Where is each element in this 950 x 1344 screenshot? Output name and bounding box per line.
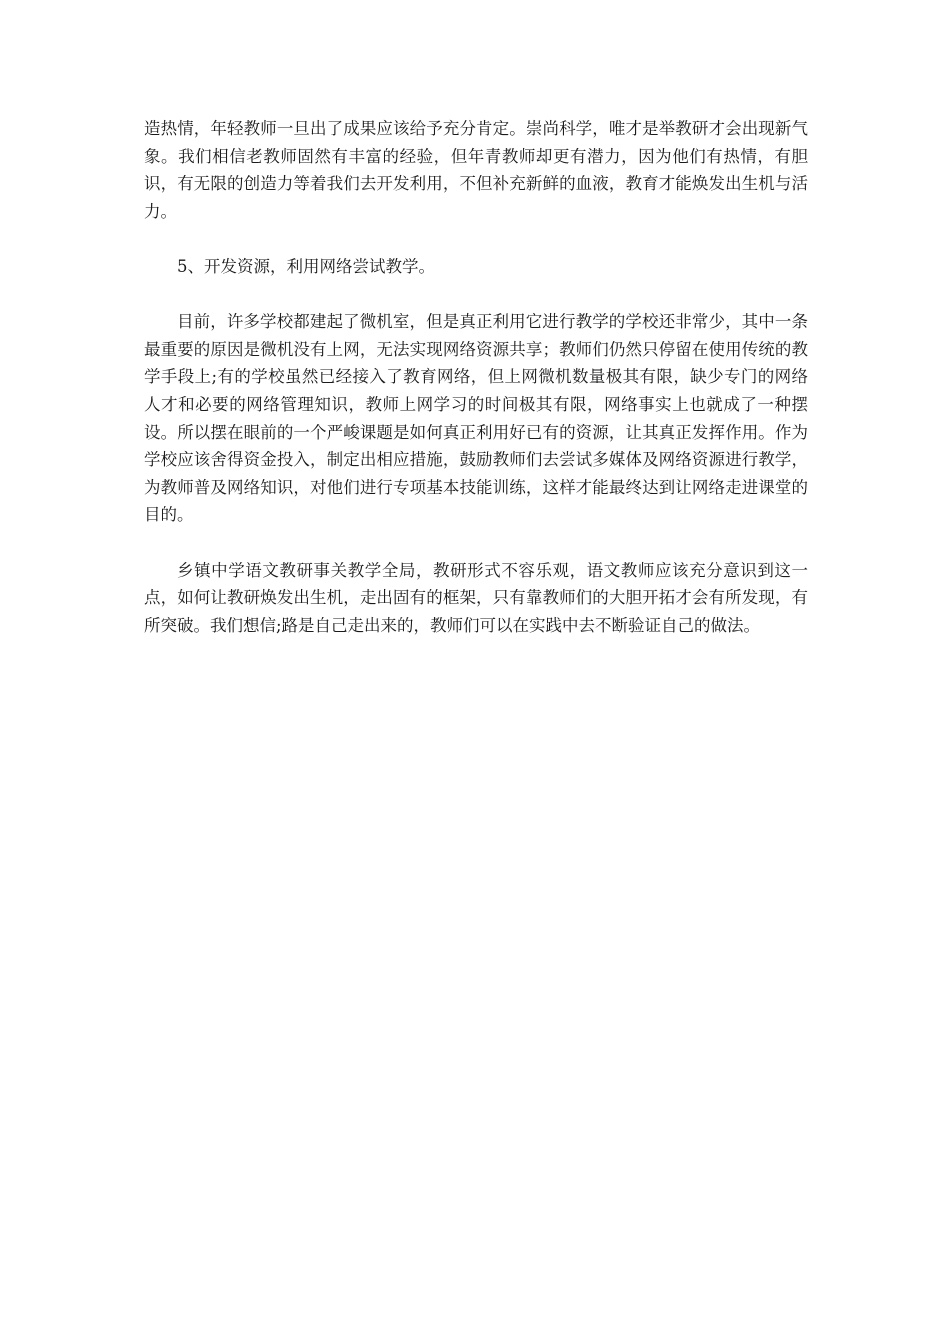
paragraph-continuation: 造热情，年轻教师一旦出了成果应该给予充分肯定。崇尚科学，唯才是举教研才会出现新气象。我们相信老教师固然有丰富的经验，但年青教师却更有潜力，因为他们有热情，有胆识，有无限的创造力等着我们去开发利用，不但补充新鲜的血液，教育才能焕发出生机与活力。 <box>144 119 808 221</box>
document-body <box>144 115 808 667</box>
section-heading: 5、开发资源，利用网络尝试教学。 <box>177 256 435 276</box>
paragraph-conclusion: 乡镇中学语文教研事关教学全局，教研形式不容乐观，语文教师应该充分意识到这一点，如何让教研焕发出生机，走出固有的框架，只有靠教师们的大胆开拓才会有所发现，有所突破。我们想信;路是自己走出来的，教师们可以在实践中去不断验证自己的做法。 <box>144 560 808 635</box>
paragraph-network-resources: 目前，许多学校都建起了微机室，但是真正利用它进行教学的学校还非常少，其中一条最重要的原因是微机没有上网，无法实现网络资源共享；教师们仍然只停留在使用传统的教学手段上;有的学校虽然已经接入了教育网络，但上网微机数量极其有限，缺少专门的网络人才和必要的网络管理知识，教师上网学习的时间极其有限，网络事实上也就成了一种摆设。所以摆在眼前的一个严峻课题是如何真正利用好已有的资源，让其真正发挥作用。作为学校应该舍得资金投入，制定出相应措施，鼓励教师们去尝试多媒体及网络资源进行教学，为教师普及网络知识，对他们进行专项基本技能训练，这样才能最终达到让网络走进课堂的目的。 <box>144 312 808 525</box>
